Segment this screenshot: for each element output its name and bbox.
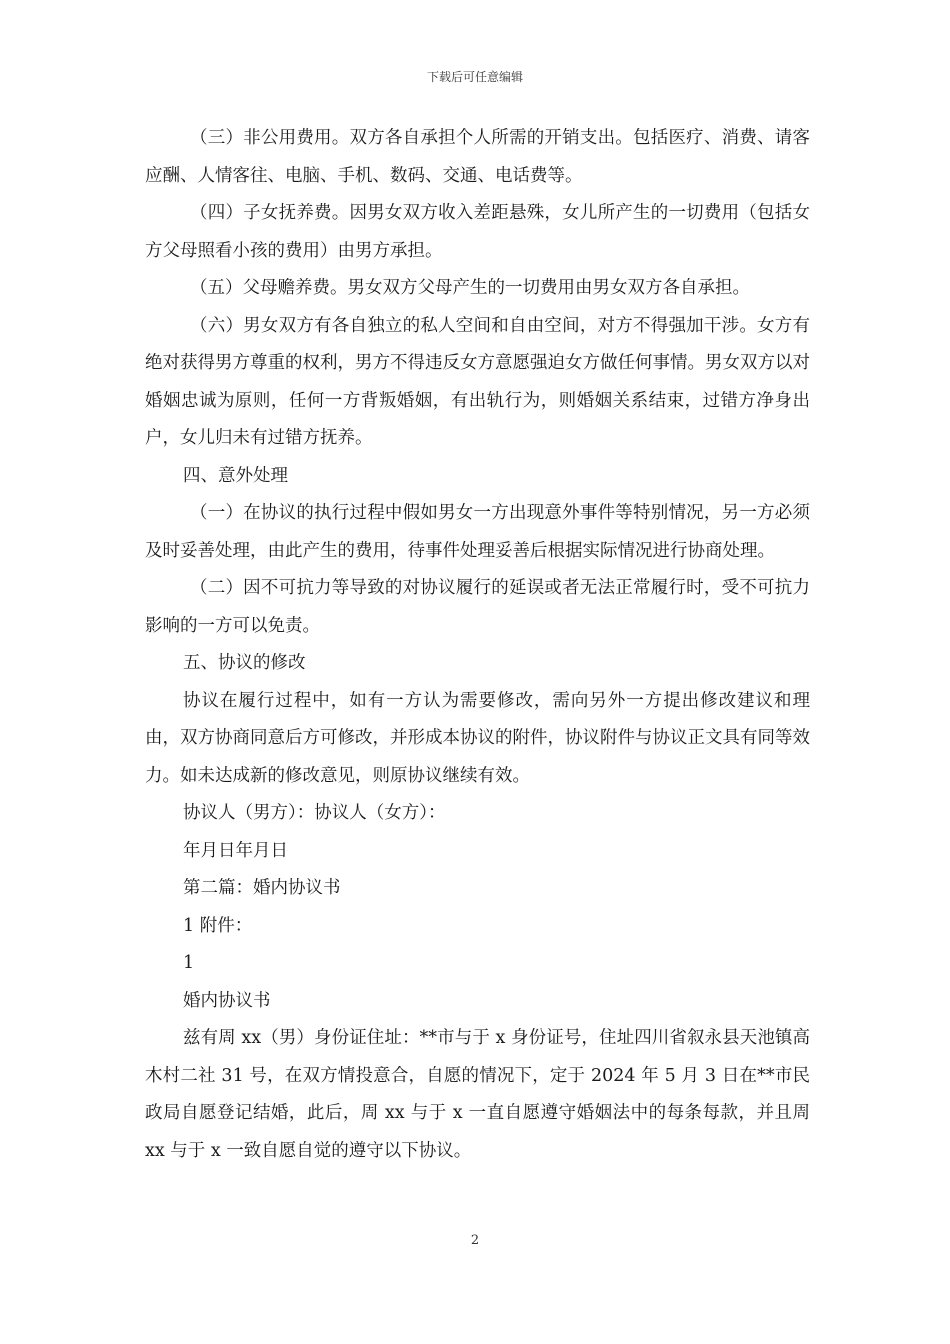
paragraph-force-majeure: （二）因不可抗力等导致的对协议履行的延误或者无法正常履行时，受不可抗力影响的一方可以免责。 bbox=[145, 578, 810, 636]
paragraph-parent-support: （五）父母赡养费。男女双方父母产生的一切费用由男女双方各自承担。 bbox=[190, 278, 750, 298]
paragraph-private-space: （六）男女双方有各自独立的私人空间和自由空间，对方不得强加干涉。女方有绝对获得男方尊重的权利，男方不得违反女方意愿强迫女方做任何事情。男女双方以对婚姻忠诚为原则，任何一方背叛婚姻，有出轨行为，则婚姻关系结束，过错方净身出户，女儿归未有过错方抚养。 bbox=[145, 315, 810, 448]
page-header: 下载后可任意编辑 bbox=[426, 70, 523, 84]
paragraph-agreement-intro: 兹有周 xx（男）身份证住址：**市与于 x 身份证号，住址四川省叙永县天池镇高木村二社 31 号，在双方情投意合，自愿的情况下，定于 2024 年 5 月 3 日在**市民政局自愿登记结婚，此后，周 xx 与于 x 一直自愿遵守婚姻法中的每条每款，并且周 xx 与于 x 一致自愿自觉的遵守以下协议。 bbox=[145, 1028, 810, 1161]
paragraph-accident-handling: （一）在协议的执行过程中假如男女一方出现意外事件等特别情况，另一方必须及时妥善处理，由此产生的费用，待事件处理妥善后根据实际情况进行协商处理。 bbox=[145, 503, 810, 561]
section-heading-accidents: 四、意外处理 bbox=[183, 465, 288, 486]
paragraph-amendment: 协议在履行过程中，如有一方认为需要修改，需向另外一方提出修改建议和理由，双方协商同意后方可修改，并形成本协议的附件，协议附件与协议正文具有同等效力。如未达成新的修改意见，则原协议继续有效。 bbox=[145, 690, 810, 786]
signature-line: 协议人（男方）：协议人（女方）： bbox=[183, 803, 446, 823]
agreement-title: 婚内协议书 bbox=[183, 990, 271, 1011]
attachment-number: 1 bbox=[183, 953, 195, 973]
date-line: 年月日年月日 bbox=[183, 840, 288, 861]
second-article-title: 第二篇：婚内协议书 bbox=[183, 878, 341, 898]
page-number: 2 bbox=[470, 1233, 480, 1248]
section-heading-amendment: 五、协议的修改 bbox=[183, 653, 306, 673]
paragraph-non-public-expenses: （三）非公用费用。双方各自承担个人所需的开销支出。包括医疗、消费、请客应酬、人情客往、电脑、手机、数码、交通、电话费等。 bbox=[145, 128, 810, 186]
attachment-label: 1 附件： bbox=[183, 915, 253, 936]
document-body bbox=[145, 120, 810, 1170]
paragraph-child-support: （四）子女抚养费。因男女双方收入差距悬殊，女儿所产生的一切费用（包括女方父母照看小孩的费用）由男方承担。 bbox=[145, 203, 810, 261]
